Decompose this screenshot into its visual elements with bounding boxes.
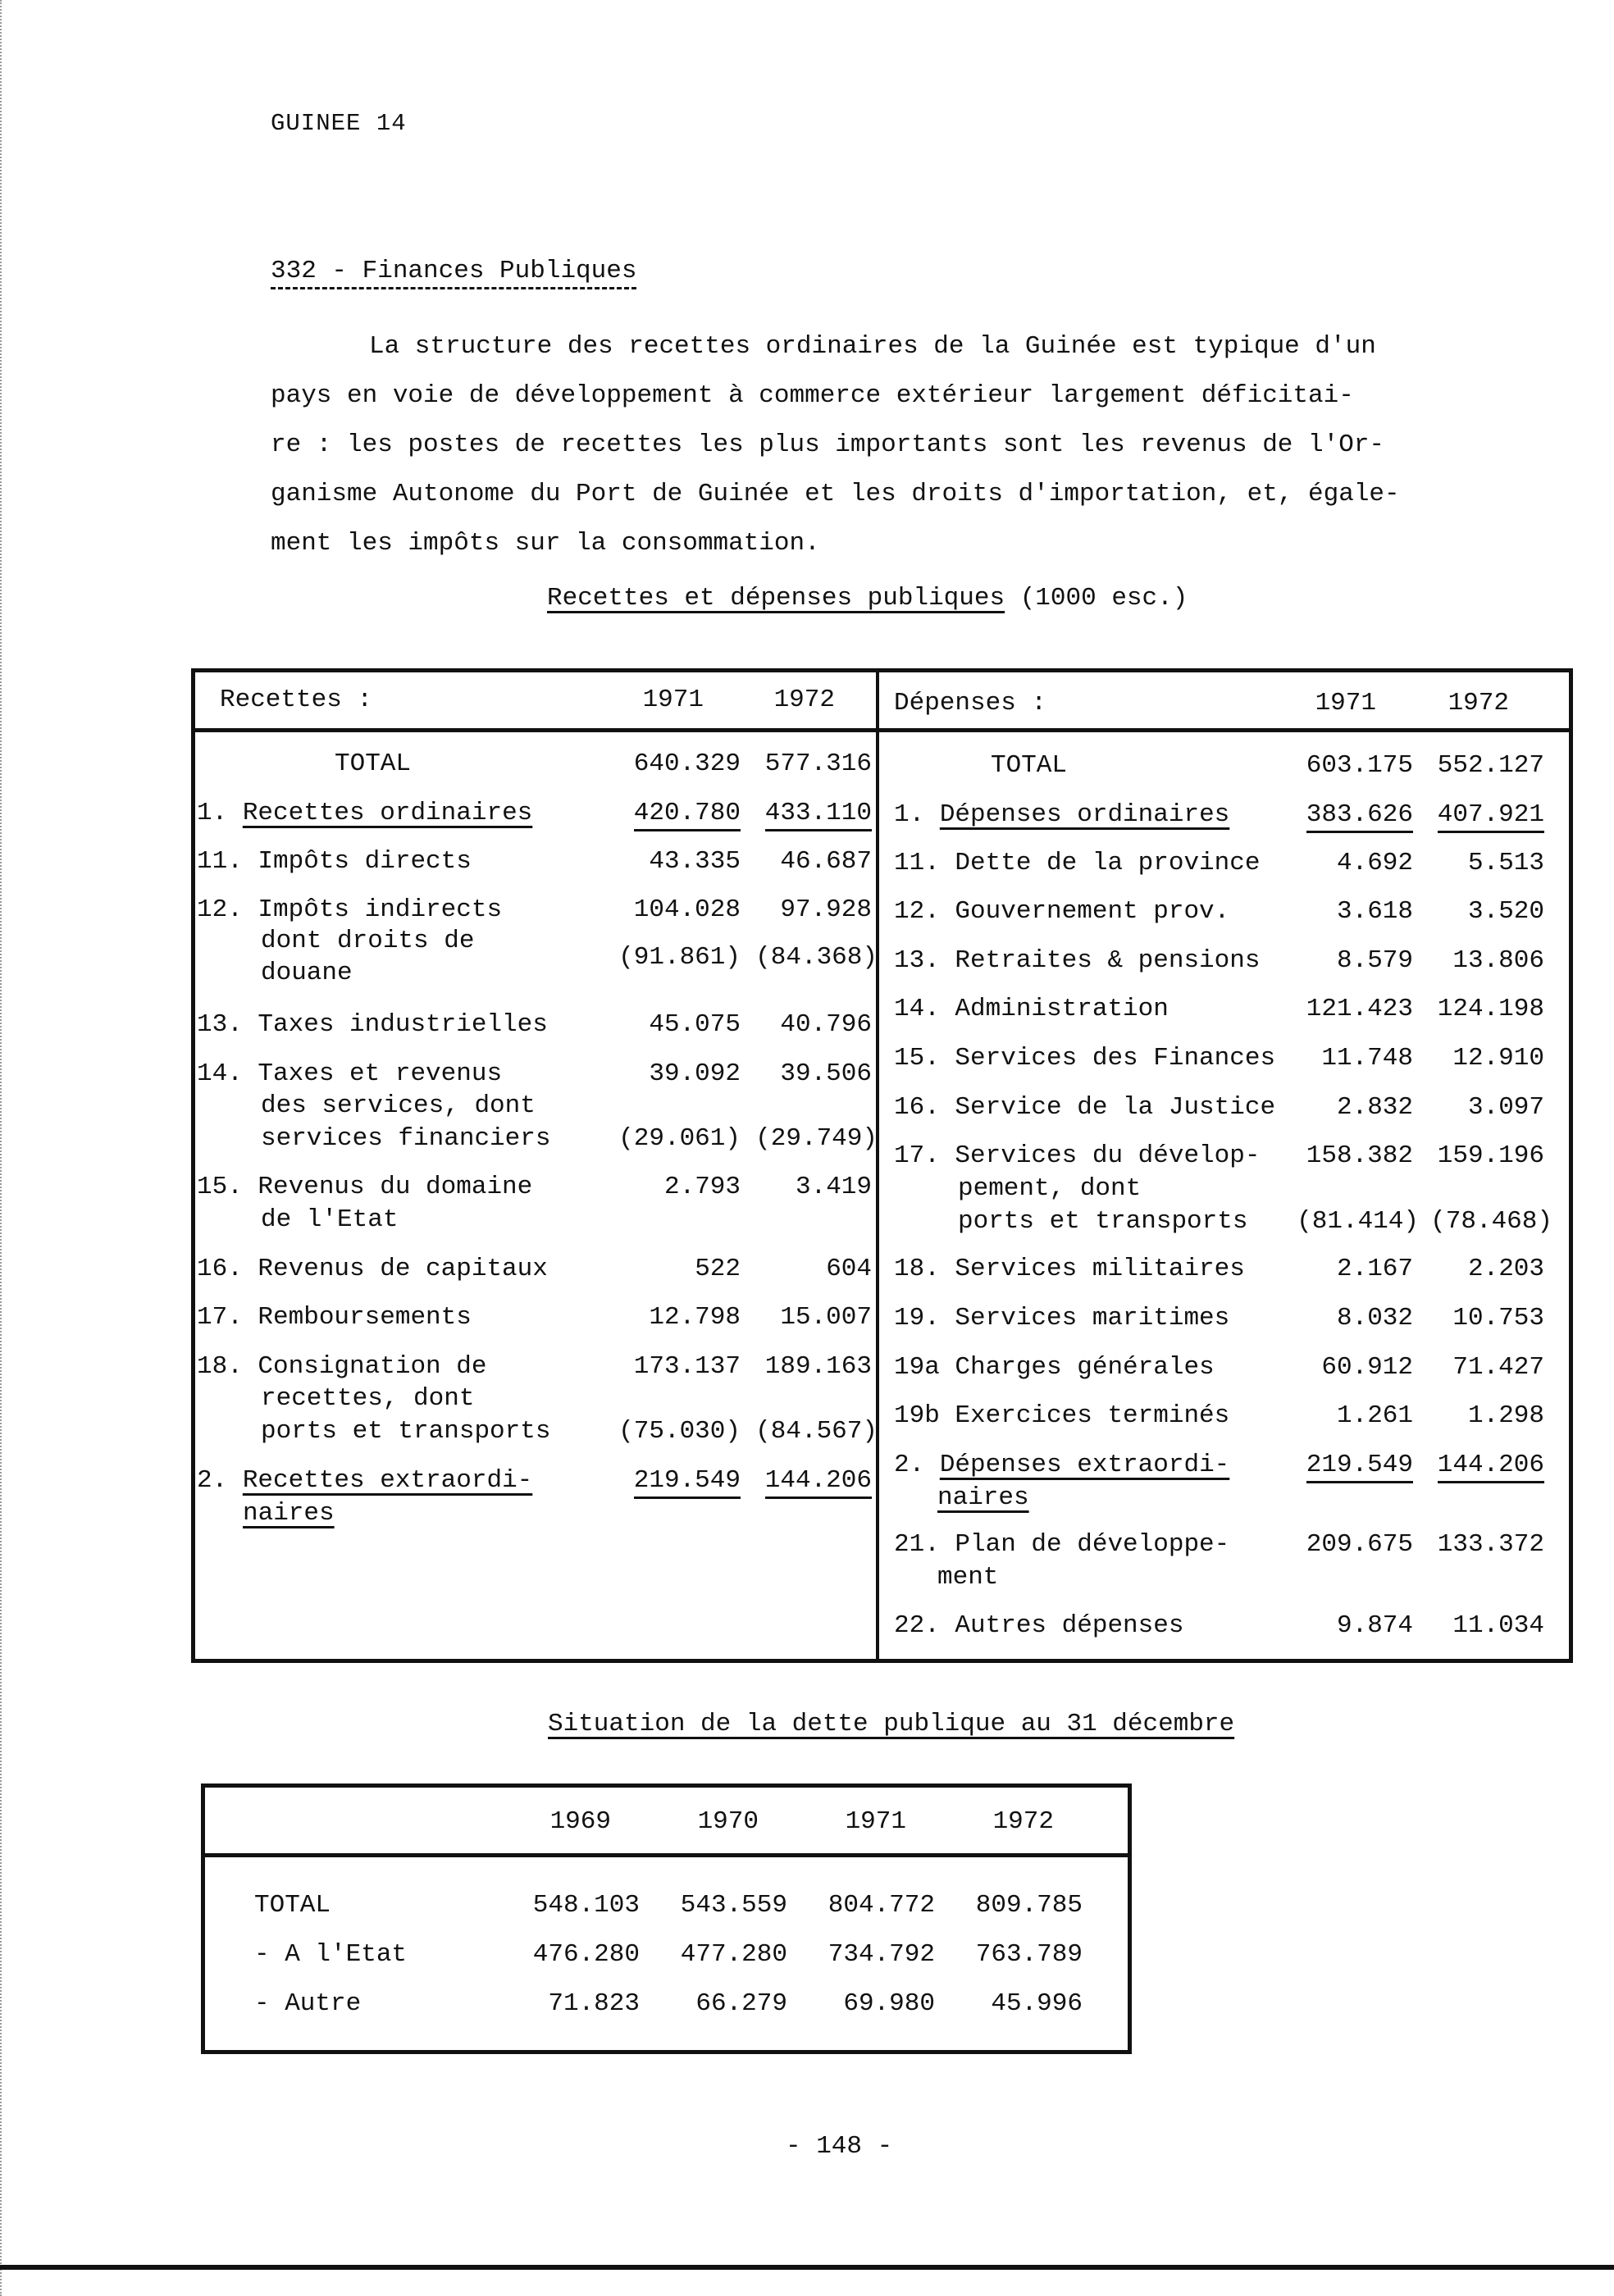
budget-table <box>191 668 1573 1663</box>
recettes-ordinaires-label: 1. Recettes ordinaires <box>197 799 533 827</box>
depenses-row-label: ment <box>937 1563 999 1592</box>
depenses-row-1972: 1.298 <box>1467 1401 1544 1430</box>
recettes-row-1971: 173.137 <box>633 1352 741 1381</box>
recettes-row-1972: 40.796 <box>780 1010 872 1039</box>
depenses-row-1971: 8.032 <box>1336 1304 1413 1332</box>
recettes-row-1971: (75.030) <box>618 1417 741 1446</box>
recettes-row-label: services financiers <box>261 1124 551 1153</box>
debt-value: 809.785 <box>975 1891 1083 1920</box>
depenses-row-label: 14. Administration <box>894 995 1169 1023</box>
depenses-row-1971: 8.579 <box>1336 946 1413 975</box>
recettes-year-1971: 1971 <box>642 686 704 714</box>
depenses-extraordinaires-1971 <box>1278 1449 1413 1482</box>
recettes-row-label: 13. Taxes industrielles <box>197 1010 548 1039</box>
depenses-row-1972: (78.468) <box>1430 1207 1552 1236</box>
debt-table <box>201 1784 1132 2054</box>
depenses-row-1971: 1.261 <box>1336 1401 1413 1430</box>
recettes-row-1972: 46.687 <box>780 847 872 876</box>
paragraph-line: La structure des recettes ordinaires de la Guinée est typique d'un <box>369 332 1376 361</box>
debt-caption-text: Situation de la dette publique au 31 décembre <box>548 1710 1235 1738</box>
depenses-total-1972: 552.127 <box>1437 751 1544 780</box>
depenses-row-1972: 124.198 <box>1437 995 1544 1023</box>
debt-value: 734.792 <box>828 1940 935 1969</box>
debt-year: 1972 <box>992 1807 1054 1836</box>
recettes-row-1971: 104.028 <box>633 895 741 924</box>
recettes-total-1971: 640.329 <box>633 749 741 778</box>
recettes-extraordinaires-label: 2. Recettes extraordi- <box>197 1466 533 1495</box>
depenses-row-label: 15. Services des Finances <box>894 1044 1276 1073</box>
depenses-row-label: 18. Services militaires <box>894 1255 1245 1283</box>
recettes-extraordinaires-1971 <box>605 1465 741 1497</box>
depenses-extraordinaires-label-cont <box>937 1482 1029 1515</box>
debt-year: 1970 <box>697 1807 759 1836</box>
recettes-row-1971: 522 <box>695 1255 741 1283</box>
depenses-row-1972: 3.097 <box>1467 1093 1544 1122</box>
depenses-row-label: 12. Gouvernement prov. <box>894 897 1230 926</box>
section-title-text: 332 - Finances Publiques <box>271 257 636 289</box>
depenses-total-1971: 603.175 <box>1306 751 1413 780</box>
debt-value: 66.279 <box>695 1989 787 2018</box>
recettes-row-1972: 39.506 <box>780 1059 872 1088</box>
text: naires <box>243 1499 335 1528</box>
value: 219.549 <box>1306 1451 1413 1483</box>
recettes-row-label: des services, dont <box>261 1091 536 1120</box>
recettes-total-label: TOTAL <box>335 749 412 778</box>
depenses-row-1971: (81.414) <box>1297 1207 1419 1236</box>
recettes-row-1972: (29.749) <box>755 1124 878 1153</box>
debt-value: 477.280 <box>680 1940 787 1969</box>
recettes-ordinaires-1971 <box>605 797 741 830</box>
recettes-row-label: 16. Revenus de capitaux <box>197 1255 548 1283</box>
recettes-year-1972: 1972 <box>773 686 835 714</box>
depenses-row-1972: 3.520 <box>1467 897 1544 926</box>
recettes-total-1972: 577.316 <box>764 749 872 778</box>
debt-row-label: TOTAL <box>254 1891 331 1920</box>
depenses-year-1972: 1972 <box>1448 689 1509 718</box>
recettes-row-label: 12. Impôts indirects <box>197 895 503 924</box>
depenses-row-label: 19b Exercices terminés <box>894 1401 1230 1430</box>
debt-header-divider <box>205 1853 1128 1857</box>
depenses-row-1971: 2.167 <box>1336 1255 1413 1283</box>
depenses-ordinaires-1971 <box>1278 799 1413 831</box>
paragraph-line: re : les postes de recettes les plus importants sont les revenus de l'Or- <box>271 430 1385 459</box>
depenses-row-label: 11. Dette de la province <box>894 849 1261 877</box>
recettes-row-label: recettes, dont <box>261 1384 475 1413</box>
depenses-year-1971: 1971 <box>1315 689 1376 718</box>
depenses-row-1972: 2.203 <box>1467 1255 1544 1283</box>
recettes-ordinaires-1972 <box>736 797 872 830</box>
debt-value: 69.980 <box>843 1989 935 2018</box>
scan-edge <box>0 0 5 2296</box>
debt-value: 548.103 <box>532 1891 640 1920</box>
recettes-row-1971: 43.335 <box>649 847 741 876</box>
depenses-ordinaires-text: Dépenses ordinaires <box>939 800 1230 829</box>
debt-table-caption <box>548 1710 1234 1738</box>
debt-row-label: - Autre <box>254 1989 362 2018</box>
recettes-row-1972: (84.368) <box>755 943 878 972</box>
depenses-extraordinaires-1972 <box>1409 1449 1544 1482</box>
recettes-extraordinaires-label-cont <box>243 1497 335 1530</box>
depenses-row-1971: 4.692 <box>1336 849 1413 877</box>
text: naires <box>937 1483 1029 1512</box>
debt-value: 804.772 <box>828 1891 935 1920</box>
budget-table-caption <box>547 584 1188 613</box>
value: 219.549 <box>634 1466 741 1499</box>
depenses-row-1971: 60.912 <box>1321 1353 1413 1382</box>
debt-value: 763.789 <box>975 1940 1083 1969</box>
recettes-row-1972: 3.419 <box>795 1173 872 1201</box>
value: 433.110 <box>765 799 872 831</box>
recettes-row-label: 18. Consignation de <box>197 1352 487 1381</box>
depenses-row-1971: 11.748 <box>1321 1044 1413 1073</box>
header-divider <box>195 728 1569 732</box>
column-divider <box>876 672 879 1659</box>
depenses-row-1971: 3.618 <box>1336 897 1413 926</box>
depenses-row-label: 21. Plan de développe- <box>894 1530 1230 1559</box>
page-number: - 148 - <box>786 2132 893 2161</box>
paragraph-line: ment les impôts sur la consommation. <box>271 529 820 558</box>
debt-year: 1969 <box>549 1807 611 1836</box>
intro-paragraph <box>271 322 1484 568</box>
debt-value: 71.823 <box>548 1989 640 2018</box>
depenses-row-1972: 159.196 <box>1437 1141 1544 1170</box>
depenses-row-label: ports et transports <box>958 1207 1248 1236</box>
depenses-row-1971: 9.874 <box>1336 1611 1413 1640</box>
recettes-extraordinaires-text: Recettes extraordi- <box>242 1466 533 1495</box>
recettes-row-label: 11. Impôts directs <box>197 847 472 876</box>
section-title <box>271 257 636 285</box>
depenses-row-label: 13. Retraites & pensions <box>894 946 1261 975</box>
recettes-row-1971: 39.092 <box>649 1059 741 1088</box>
depenses-total-label: TOTAL <box>991 751 1068 780</box>
depenses-row-1972: 13.806 <box>1452 946 1544 975</box>
document-code: GUINEE 14 <box>271 110 407 137</box>
debt-value: 543.559 <box>680 1891 787 1920</box>
recettes-row-1972: 604 <box>826 1255 872 1283</box>
depenses-row-1972: 11.034 <box>1452 1611 1544 1640</box>
paragraph-line: ganisme Autonome du Port de Guinée et les droits d'importation, et, égale- <box>271 480 1400 508</box>
recettes-extraordinaires-1972 <box>736 1465 872 1497</box>
recettes-row-label: 15. Revenus du domaine <box>197 1173 533 1201</box>
recettes-row-1971: (29.061) <box>618 1124 741 1153</box>
recettes-row-1972: 97.928 <box>780 895 872 924</box>
value: 407.921 <box>1438 800 1544 833</box>
value: 144.206 <box>765 1466 872 1499</box>
depenses-row-label: 16. Service de la Justice <box>894 1093 1276 1122</box>
depenses-header: Dépenses : <box>894 689 1047 718</box>
depenses-row-label: 17. Services du dévelop- <box>894 1141 1261 1170</box>
recettes-row-label: ports et transports <box>261 1417 551 1446</box>
recettes-row-1972: 189.163 <box>764 1352 872 1381</box>
depenses-row-1972: 133.372 <box>1437 1530 1544 1559</box>
depenses-row-label: 19. Services maritimes <box>894 1304 1230 1332</box>
recettes-row-label-cont: douane <box>261 959 353 987</box>
value: 144.206 <box>1438 1451 1544 1483</box>
depenses-ordinaires-label: 1. Dépenses ordinaires <box>894 800 1230 829</box>
depenses-row-1971: 121.423 <box>1306 995 1413 1023</box>
recettes-row-label: 14. Taxes et revenus <box>197 1059 503 1088</box>
depenses-extraordinaires-text: Dépenses extraordi- <box>939 1451 1230 1479</box>
budget-caption-unit: (1000 esc.) <box>1019 584 1188 613</box>
paragraph-line: pays en voie de développement à commerce extérieur largement déficitai- <box>271 381 1354 410</box>
recettes-row-1971: 2.793 <box>663 1173 741 1201</box>
depenses-row-1971: 2.832 <box>1336 1093 1413 1122</box>
recettes-header: Recettes : <box>220 686 373 714</box>
budget-caption-title: Recettes et dépenses publiques <box>547 584 1005 613</box>
depenses-ordinaires-1972 <box>1409 799 1544 831</box>
depenses-row-1972: 5.513 <box>1467 849 1544 877</box>
recettes-row-1971: 12.798 <box>649 1303 741 1332</box>
debt-year: 1971 <box>845 1807 906 1836</box>
depenses-row-1971: 209.675 <box>1306 1530 1413 1559</box>
depenses-row-1971: 158.382 <box>1306 1141 1413 1170</box>
depenses-extraordinaires-label: 2. Dépenses extraordi- <box>894 1451 1230 1479</box>
depenses-row-1972: 12.910 <box>1452 1044 1544 1073</box>
recettes-row-1972: (84.567) <box>755 1417 878 1446</box>
bottom-rule <box>0 2265 1614 2270</box>
debt-value: 45.996 <box>991 1989 1083 2018</box>
recettes-ordinaires-text: Recettes ordinaires <box>242 799 533 827</box>
depenses-row-label: 19a Charges générales <box>894 1353 1215 1382</box>
recettes-row-label: de l'Etat <box>261 1205 399 1234</box>
debt-row-label: - A l'Etat <box>254 1940 408 1969</box>
recettes-row-1972: 15.007 <box>780 1303 872 1332</box>
recettes-row-label: dont droits de <box>261 927 475 955</box>
depenses-row-1972: 10.753 <box>1452 1304 1544 1332</box>
depenses-row-label: pement, dont <box>958 1174 1142 1203</box>
debt-value: 476.280 <box>532 1940 640 1969</box>
value: 383.626 <box>1306 800 1413 833</box>
depenses-row-label: 22. Autres dépenses <box>894 1611 1184 1640</box>
recettes-row-label: 17. Remboursements <box>197 1303 472 1332</box>
recettes-row-1971: 45.075 <box>649 1010 741 1039</box>
value: 420.780 <box>634 799 741 831</box>
depenses-row-1972: 71.427 <box>1452 1353 1544 1382</box>
recettes-row-1971: (91.861) <box>618 943 741 972</box>
